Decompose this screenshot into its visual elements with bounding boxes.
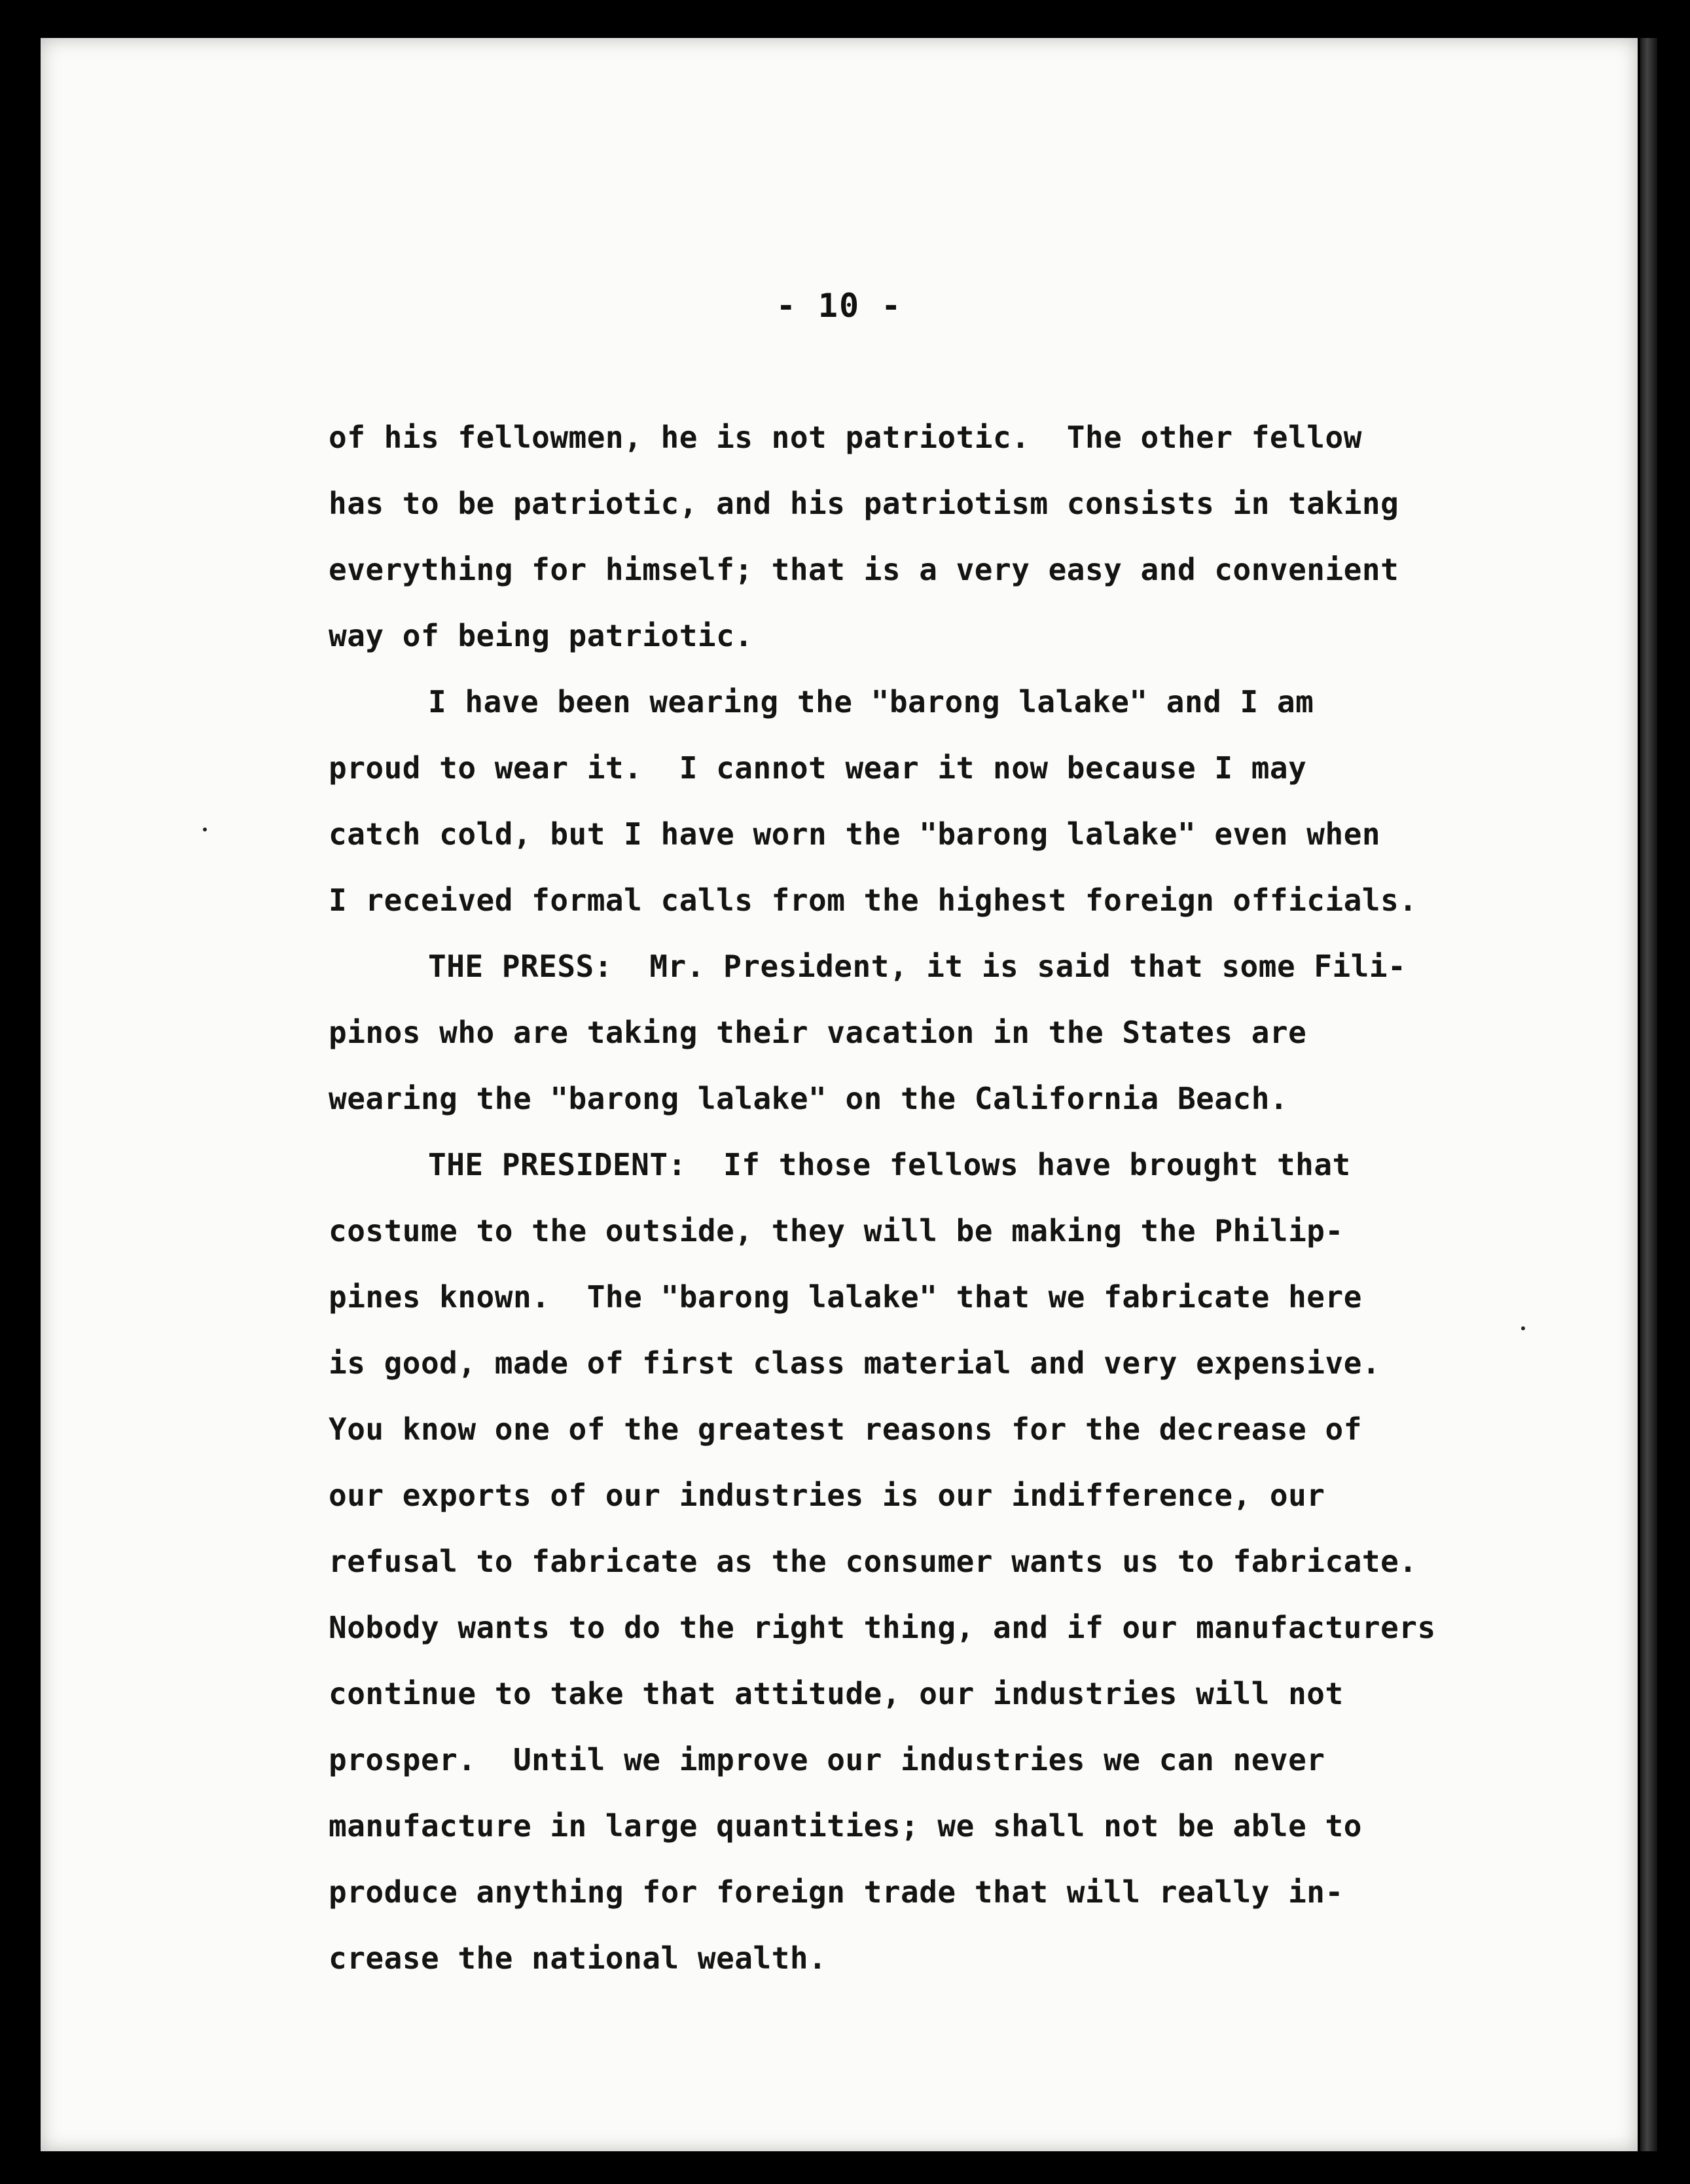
text-line: has to be patriotic, and his patriotism consists in taking [329, 486, 1399, 521]
text-line: our exports of our industries is our indifference, our [329, 1478, 1325, 1513]
text-line: costume to the outside, they will be making the Philip- [329, 1213, 1344, 1248]
paragraph [329, 669, 1572, 934]
text-line: I received formal calls from the highest foreign officials. [329, 883, 1418, 918]
text-line: manufacture in large quantities; we shall not be able to [329, 1808, 1362, 1844]
text-line: is good, made of first class material and very expensive. [329, 1345, 1381, 1381]
paragraph [329, 934, 1572, 1132]
text-line: Nobody wants to do the right thing, and if our manufacturers [329, 1610, 1436, 1645]
text-line: continue to take that attitude, our industries will not [329, 1676, 1344, 1711]
scan-speck [203, 828, 207, 831]
text-line: catch cold, but I have worn the "barong lalake" even when [329, 816, 1381, 852]
text-line: THE PRESS: Mr. President, it is said that some Fili- [428, 949, 1407, 984]
scan-speck [1521, 1326, 1525, 1330]
text-line: THE PRESIDENT: If those fellows have brought that [428, 1147, 1351, 1182]
text-line: I have been wearing the "barong lalake" and I am [428, 684, 1314, 719]
paragraph [329, 1132, 1572, 1992]
text-line: wearing the "barong lalake" on the California Beach. [329, 1081, 1289, 1116]
document-page [41, 38, 1638, 2151]
page-edge [1640, 38, 1657, 2151]
text-line: of his fellowmen, he is not patriotic. The other fellow [329, 420, 1362, 455]
paragraph [329, 405, 1572, 669]
text-line: refusal to fabricate as the consumer wants us to fabricate. [329, 1544, 1418, 1579]
text-line: crease the national wealth. [329, 1940, 827, 1976]
text-line: produce anything for foreign trade that will really in- [329, 1874, 1344, 1910]
text-line: You know one of the greatest reasons for the decrease of [329, 1411, 1362, 1447]
text-line: everything for himself; that is a very easy and convenient [329, 552, 1399, 587]
document-body [329, 405, 1572, 1992]
page-number: - 10 - [776, 287, 903, 325]
text-line: pines known. The "barong lalake" that we fabricate here [329, 1279, 1362, 1315]
text-line: way of being patriotic. [329, 618, 753, 653]
text-line: prosper. Until we improve our industries we can never [329, 1742, 1325, 1777]
text-line: pinos who are taking their vacation in the States are [329, 1015, 1307, 1050]
text-line: proud to wear it. I cannot wear it now because I may [329, 750, 1307, 786]
